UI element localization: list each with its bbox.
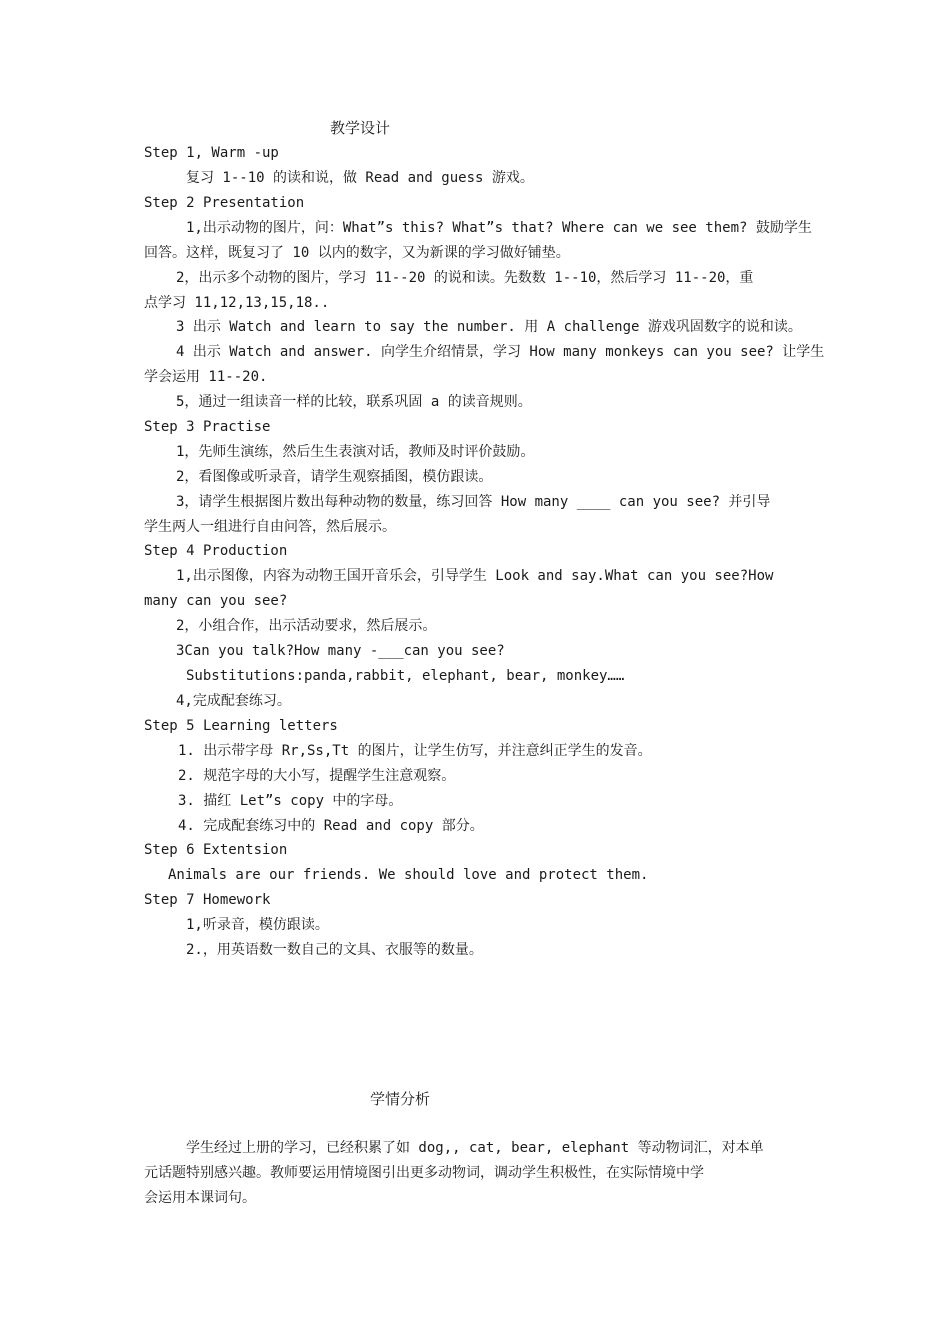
step7-item2: 2.，用英语数一数自己的文具、衣服等的数量。 xyxy=(186,942,483,958)
step4-heading: Step 4 Production xyxy=(144,543,288,559)
step3-item3-b: 学生两人一组进行自由问答，然后展示。 xyxy=(144,519,396,535)
step1-line: 复习 1--10 的读和说，做 Read and guess 游戏。 xyxy=(186,170,534,186)
step3-item2: 2，看图像或听录音，请学生观察插图，模仿跟读。 xyxy=(176,469,493,485)
step2-item4-a: 4 出示 Watch and answer. 向学生介绍情景，学习 How many monkeys can you see? 让学生 xyxy=(176,344,825,360)
analysis-line2: 元话题特别感兴趣。教师要运用情境图引出更多动物词，调动学生积极性，在实际情境中学 xyxy=(144,1165,704,1181)
step5-item4: 4. 完成配套练习中的 Read and copy 部分。 xyxy=(178,818,484,834)
step7-item1: 1,听录音，模仿跟读。 xyxy=(186,917,329,933)
step3-heading: Step 3 Practise xyxy=(144,419,271,435)
design-title: 教学设计 xyxy=(330,119,391,137)
step2-heading: Step 2 Presentation xyxy=(144,195,305,211)
step7-heading: Step 7 Homework xyxy=(144,892,271,908)
step2-item2-b: 点学习 11,12,13,15,18.. xyxy=(144,295,330,311)
step2-item5: 5，通过一组读音一样的比较，联系巩固 a 的读音规则。 xyxy=(176,394,532,410)
step5-heading: Step 5 Learning letters xyxy=(144,718,338,734)
step4-item4: 4,完成配套练习。 xyxy=(176,693,291,709)
step4-item3: 3Can you talk?How many -___can you see? xyxy=(176,643,505,659)
step5-item3: 3. 描红 Let”s copy 中的字母。 xyxy=(178,793,403,809)
step3-item3-a: 3，请学生根据图片数出每种动物的数量，练习回答 How many ____ can you see? 并引导 xyxy=(176,494,771,510)
analysis-title: 学情分析 xyxy=(370,1090,431,1108)
step2-item4-b: 学会运用 11--20. xyxy=(144,369,268,385)
step3-item1: 1，先师生演练，然后生生表演对话，教师及时评价鼓励。 xyxy=(176,444,535,460)
step1-heading: Step 1, Warm -up xyxy=(144,145,279,161)
step6-line: Animals are our friends. We should love and protect them. xyxy=(168,867,649,883)
step4-item1-a: 1,出示图像，内容为动物王国开音乐会，引导学生 Look and say.What can you see?How xyxy=(176,568,774,584)
step5-item1: 1. 出示带字母 Rr,Ss,Tt 的图片，让学生仿写，并注意纠正学生的发音。 xyxy=(178,743,652,759)
analysis-line1: 学生经过上册的学习，已经积累了如 dog,, cat, bear, elephant 等动物词汇，对本单 xyxy=(186,1140,764,1156)
step2-item1-a: 1,出示动物的图片，问：What”s this? What”s that? Where can we see them? 鼓励学生 xyxy=(186,220,812,236)
step2-item2-a: 2，出示多个动物的图片，学习 11--20 的说和读。先数数 1--10，然后学习 11--20，重 xyxy=(176,270,754,286)
step6-heading: Step 6 Extentsion xyxy=(144,842,288,858)
step2-item1-b: 回答。这样，既复习了 10 以内的数字，又为新课的学习做好铺垫。 xyxy=(144,245,570,261)
step4-substitutions: Substitutions:panda,rabbit, elephant, bear, monkey…… xyxy=(186,668,625,684)
step2-item3: 3 出示 Watch and learn to say the number. 用 A challenge 游戏巩固数字的说和读。 xyxy=(176,319,802,335)
step5-item2: 2. 规范字母的大小写，提醒学生注意观察。 xyxy=(178,768,456,784)
analysis-line3: 会运用本课词句。 xyxy=(144,1190,256,1206)
step4-item1-b: many can you see? xyxy=(144,593,288,609)
step4-item2: 2，小组合作，出示活动要求，然后展示。 xyxy=(176,618,437,634)
